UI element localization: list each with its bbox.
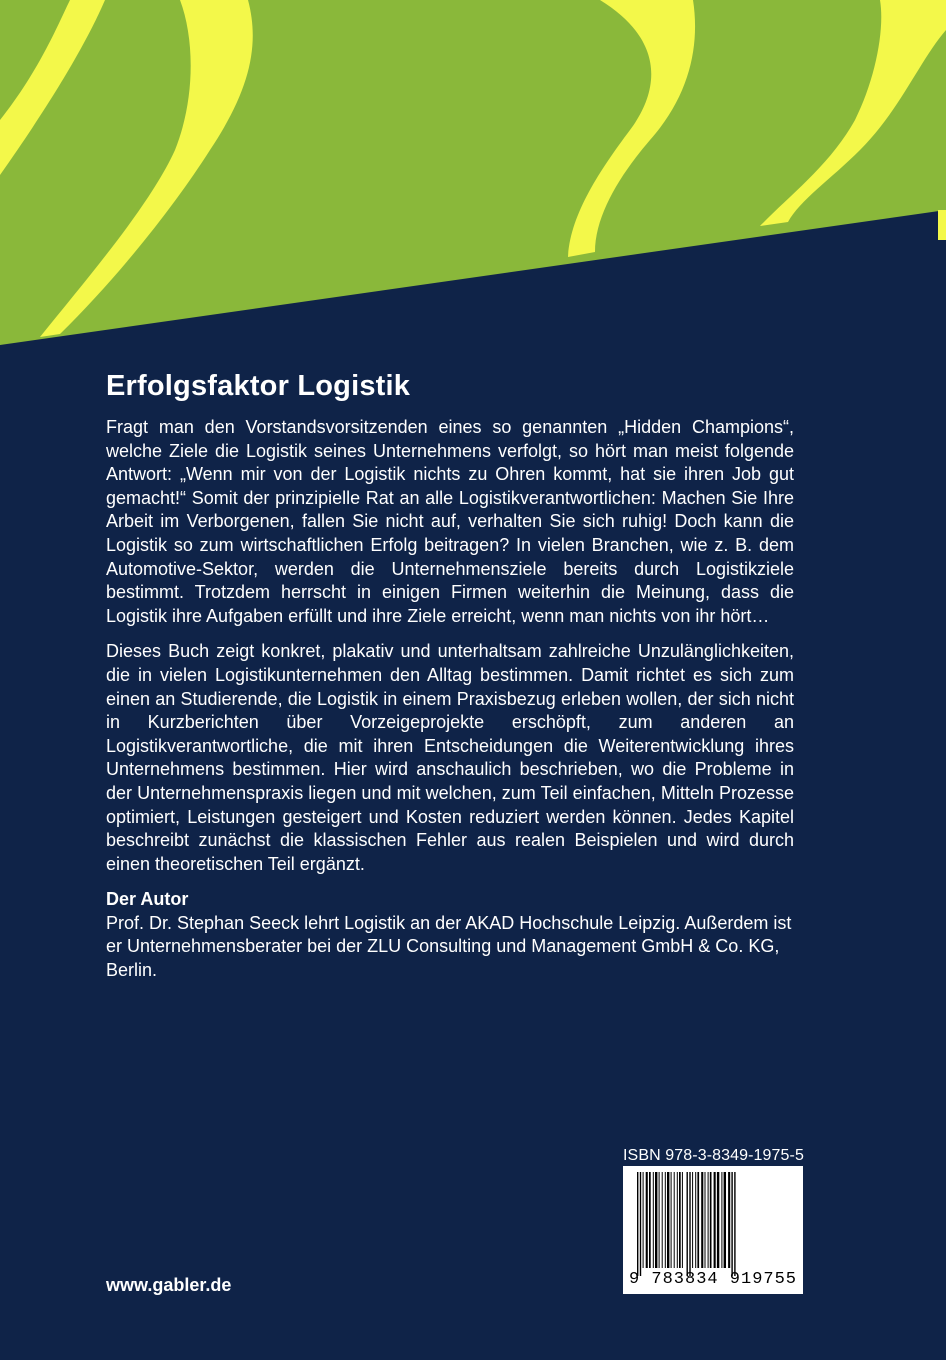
barcode-bar [714, 1172, 716, 1268]
barcode-bar [710, 1172, 712, 1268]
barcode [623, 1166, 803, 1294]
barcode-bar [649, 1172, 651, 1268]
barcode-bar [705, 1172, 706, 1268]
blurb-paragraph-2: Dieses Buch zeigt konkret, plakativ und unterhaltsam zahlreiche Unzulänglichkeiten, die in vielen Logistikunternehmen den Alltag bestimmen. Damit richtet es sich zum einen an Studierende, die Logistik in einem Praxisbezug erleben wollen, der sich nicht in Kurzberichten über Vorzeigeprojekte erschöpft, zum anderen an Logistikverantwortliche, die mit ihren Entscheidungen die Weiterentwicklung ihres Unternehmens bestimmen. Hier wird anschaulich beschrieben, wo die Probleme in der Unternehmenspraxis liegen und mit welchen, zum Teil einfachen, Mitteln Prozesse optimiert, Leistungen gesteigert und Kosten reduziert werden können. Jedes Kapitel beschreibt zunächst die klassischen Fehler aus realen Beispielen und wird durch einen theoretischen Teil ergänzt. [106, 641, 794, 874]
barcode-bar [682, 1172, 683, 1268]
barcode-digits: 9 783834 919755 [628, 1270, 798, 1289]
author-heading: Der Autor [106, 889, 189, 910]
barcode-bar [724, 1172, 726, 1268]
barcode-bar [708, 1172, 709, 1268]
isbn-label: ISBN 978-3-8349-1975-5 [623, 1147, 804, 1164]
back-cover-text [106, 366, 794, 983]
barcode-bar [671, 1172, 672, 1268]
barcode-bar [655, 1172, 657, 1268]
barcode-bar [701, 1172, 703, 1268]
barcode-bar [692, 1172, 693, 1268]
barcode-bar [659, 1172, 660, 1268]
barcode-bar [653, 1172, 654, 1268]
barcode-bar [677, 1172, 678, 1268]
barcode-bar [640, 1172, 641, 1276]
barcode-bar [679, 1172, 681, 1268]
barcode-bar [695, 1172, 696, 1268]
barcode-bar [665, 1172, 666, 1268]
barcode-bar [697, 1172, 699, 1268]
edge-strip [938, 210, 946, 240]
barcode-bar [731, 1172, 732, 1276]
barcode-bar [646, 1172, 648, 1268]
author-bio: Prof. Dr. Stephan Seeck lehrt Logistik an der AKAD Hochschule Leipzig. Außerdem ist er Unternehmensberater bei der ZLU Consulting und Management GmbH & Co. KG, Berlin. [106, 912, 792, 981]
barcode-bar [674, 1172, 675, 1268]
book-title: Erfolgsfaktor Logistik [106, 370, 411, 402]
publisher-website[interactable]: www.gabler.de [106, 1275, 232, 1295]
barcode-bar [734, 1172, 735, 1276]
barcode-bar [728, 1172, 730, 1268]
barcode-bar [687, 1172, 688, 1276]
barcode-bar [662, 1172, 663, 1268]
blurb-paragraph-1: Fragt man den Vorstandsvorsitzenden eines so genannten „Hidden Champions“, welche Ziele die Logistik seines Unternehmens verfolgt, so hört man meist folgende Antwort: „Wenn mir von der Logistik nichts zu Ohren kommt, hat sie ihren Job gut gemacht!“ Somit der prinzipielle Rat an alle Logistikverantwortlichen: Machen Sie Ihre Arbeit im Verborgenen, fallen Sie nicht auf, verhalten Sie sich ruhig! Doch kann die Logistik so zum wirtschaftlichen Erfolg beitragen? In vielen Branchen, wie z. B. dem Automotive-Sektor, werden die Unternehmensziele bereits durch Logistikziele bestimmt. Trotzdem herrscht in einigen Firmen weiterhin die Meinung, dass die Logistik ihre Aufgaben erfüllt und ihre Ziele erreicht, wenn man nichts von ihr hört… [106, 417, 794, 626]
barcode-bar [667, 1172, 669, 1268]
barcode-bar [637, 1172, 638, 1276]
barcode-bar [717, 1172, 719, 1268]
barcode-bar [643, 1172, 644, 1268]
barcode-bar [721, 1172, 722, 1268]
barcode-bar [689, 1172, 690, 1276]
